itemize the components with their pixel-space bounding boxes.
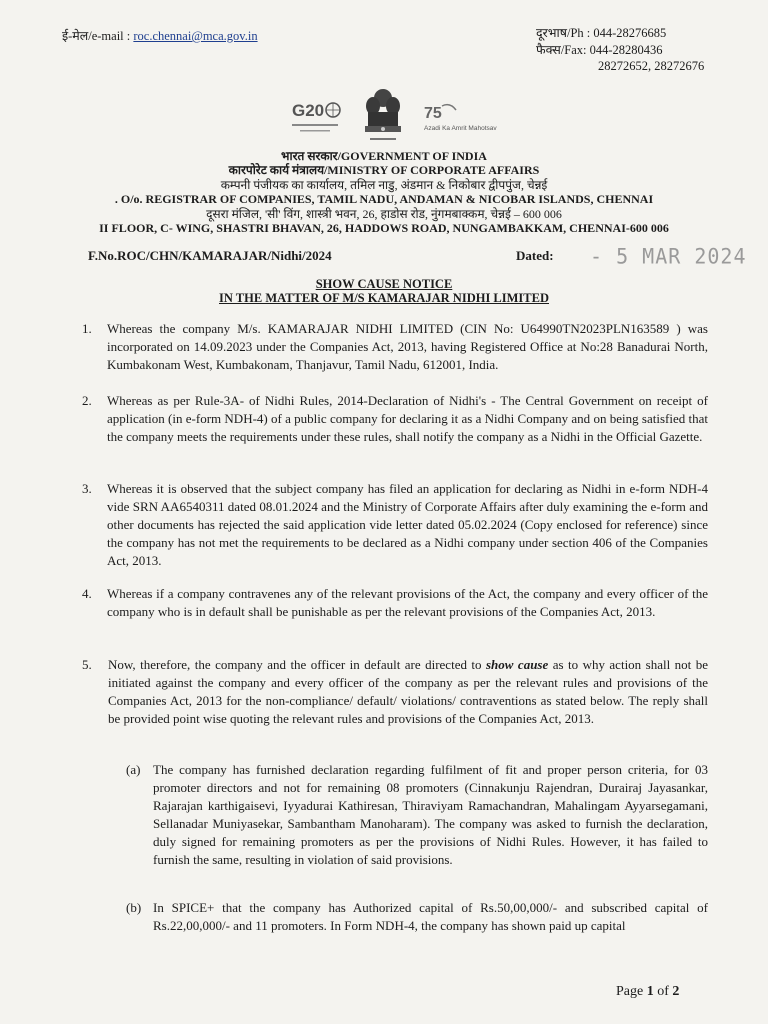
page-prefix: Page (616, 984, 647, 999)
paragraph-number: 2. (82, 393, 92, 408)
paragraph-number: 4. (82, 586, 92, 601)
paragraph-text-after: as to why action shall not be initiated against the company and every officer of the company as per the relevant rules and provisions of the Companies Act, 2013 for the non-compliance/ default/ violations/ contraventions as stated below. The reply shall be provided point wise quoting the relevant rules and provisions of the Companies Act, 2013. (108, 657, 708, 726)
file-number: F.No.ROC/CHN/KAMARAJAR/Nidhi/2024 (88, 248, 332, 263)
g20-logo (286, 96, 346, 140)
paragraph-1 (82, 320, 708, 374)
sub-item-a (126, 761, 708, 869)
dated-label: Dated: (516, 248, 554, 263)
page-number (616, 984, 679, 1000)
header-address-english: II FLOOR, C- WING, SHASTRI BHAVAN, 26, HADDOWS ROAD, NUNGAMBAKKAM, CHENNAI-600 006 (99, 221, 669, 235)
paragraph-text: Whereas it is observed that the subject company has filed an application for declaring as Nidhi in e-form NDH-4 vide SRN AA6540311 dated 08.01.2024 and the Ministry of Corporate Affairs after duly examining the e-form and other documents has rejected the said application vide letter dated 05.02.2024 (Copy enclosed for reference) since the company has not met the requirements to be declared as a Nidhi company under section 406 of the Companies Act, 2013. (107, 481, 708, 568)
sub-item-text: In SPICE+ that the company has Authorized capital of Rs.50,00,000/- and subscribed capital of Rs.22,00,000/- and 11 promoters. In Form NDH-4, the company has shown paid up capital (153, 900, 708, 933)
paragraph-text: Whereas if a company contravenes any of the relevant provisions of the Act, the company and every officer of the company who is in default shall be punishable as per the relevant provisions of the Companies Act, 2013. (107, 586, 708, 619)
notice-subject: IN THE MATTER OF M/S KAMARAJAR NIDHI LIMITED (219, 291, 549, 305)
paragraph-4 (82, 585, 708, 621)
fax-line: फैक्स/Fax: 044-28280436 (536, 42, 663, 57)
paragraph-text: Whereas as per Rule-3A- of Nidhi Rules, 2014-Declaration of Nidhi's - The Central Government on receipt of application (in e-form NDH-4) of a public company for declaring it as a Nidhi Company and on being satisfied that the company meets the requirements under these rules, shall notify the company as a Nidhi in the Official Gazette. (107, 393, 708, 444)
paragraph-number: 3. (82, 481, 92, 496)
sub-item-label: (b) (126, 900, 142, 915)
sub-item-label: (a) (126, 762, 141, 777)
paragraph-2 (82, 392, 708, 446)
email-line (62, 27, 258, 44)
paragraph-number: 1. (82, 321, 92, 336)
header-address-hindi: दूसरा मंजिल, 'सी' विंग, शास्त्री भवन, 26, हाडोस रोड, नुंगमबाक्कम, चेन्नई – 600 006 (206, 207, 562, 221)
header-ministry: कारपोरेट कार्य मंत्रालय/MINISTRY OF CORPORATE AFFAIRS (228, 163, 540, 177)
fax-extra-line: 28272652, 28272676 (598, 59, 705, 73)
header-government-of-india: भारत सरकार/GOVERNMENT OF INDIA (281, 149, 487, 163)
phone-fax-block (536, 25, 704, 75)
sub-item-b (126, 899, 708, 935)
page-current: 1 (646, 984, 654, 999)
page-of: of (653, 984, 673, 999)
email-address-link[interactable]: roc.chennai@mca.gov.in (133, 29, 258, 43)
azadi-logo-number: 75 (424, 105, 442, 122)
show-cause-emphasis: show cause (486, 657, 549, 672)
g20-logo-text: G20 (292, 101, 325, 120)
paragraph-text (108, 656, 708, 728)
sub-item-text: The company has furnished declaration regarding fulfilment of fit and proper person criteria, for 03 promoter directors and not for remaining 08 promoters (Cinnakunju Rajendran, Durairaj Jayasankar, Rajarajan karthigaisevi, Iyyadurai Kathiresan, Thiraviyam Ramachandran, Mahalingam Ayyarsegamani, Sellanadar Muniyasekar, Sambantham Manoharam). The company was asked to furnish the declaration, duly signed for remaining promoters as per the provisions of Nidhi Rules. However, it has failed to furnish the same, resulting in violation of said provisions. (153, 762, 708, 867)
paragraph-3 (82, 480, 708, 570)
azadi-logo-text: Azadi Ka Amrit Mahotsav (424, 125, 497, 132)
paragraph-number: 5. (82, 657, 92, 672)
header-roc-english: . O/o. REGISTRAR OF COMPANIES, TAMIL NADU, ANDAMAN & NICOBAR ISLANDS, CHENNAI (114, 192, 654, 206)
paragraph-text: Whereas the company M/s. KAMARAJAR NIDHI LIMITED (CIN No: U64990TN2023PLN163589 ) was incorporated on 14.09.2023 under the Companies Act, 2013, having Registered Office at No:28 Banadurai North, Kumbakonam West, Kumbakonam, Thanjavur, Tamil Nadu, 612001, India. (107, 321, 708, 372)
header-roc-hindi: कम्पनी पंजीयक का कार्यालय, तमिल नाडु, अंडमान & निकोबार द्वीपपुंज, चेन्नई (220, 178, 548, 192)
page-total: 2 (672, 984, 680, 999)
phone-line: दूरभाष/Ph : 044-28276685 (536, 26, 667, 40)
notice-title: SHOW CAUSE NOTICE (315, 277, 453, 291)
paragraph-text-before: Now, therefore, the company and the officer in default are directed to (108, 657, 486, 672)
azadi-ka-amrit-mahotsav-logo (418, 100, 497, 140)
date-stamp: - 5 MAR 2024 (590, 243, 747, 269)
paragraph-5 (82, 656, 708, 728)
email-label: ई-मेल/e-mail : (62, 29, 131, 43)
national-emblem-icon (358, 86, 408, 146)
